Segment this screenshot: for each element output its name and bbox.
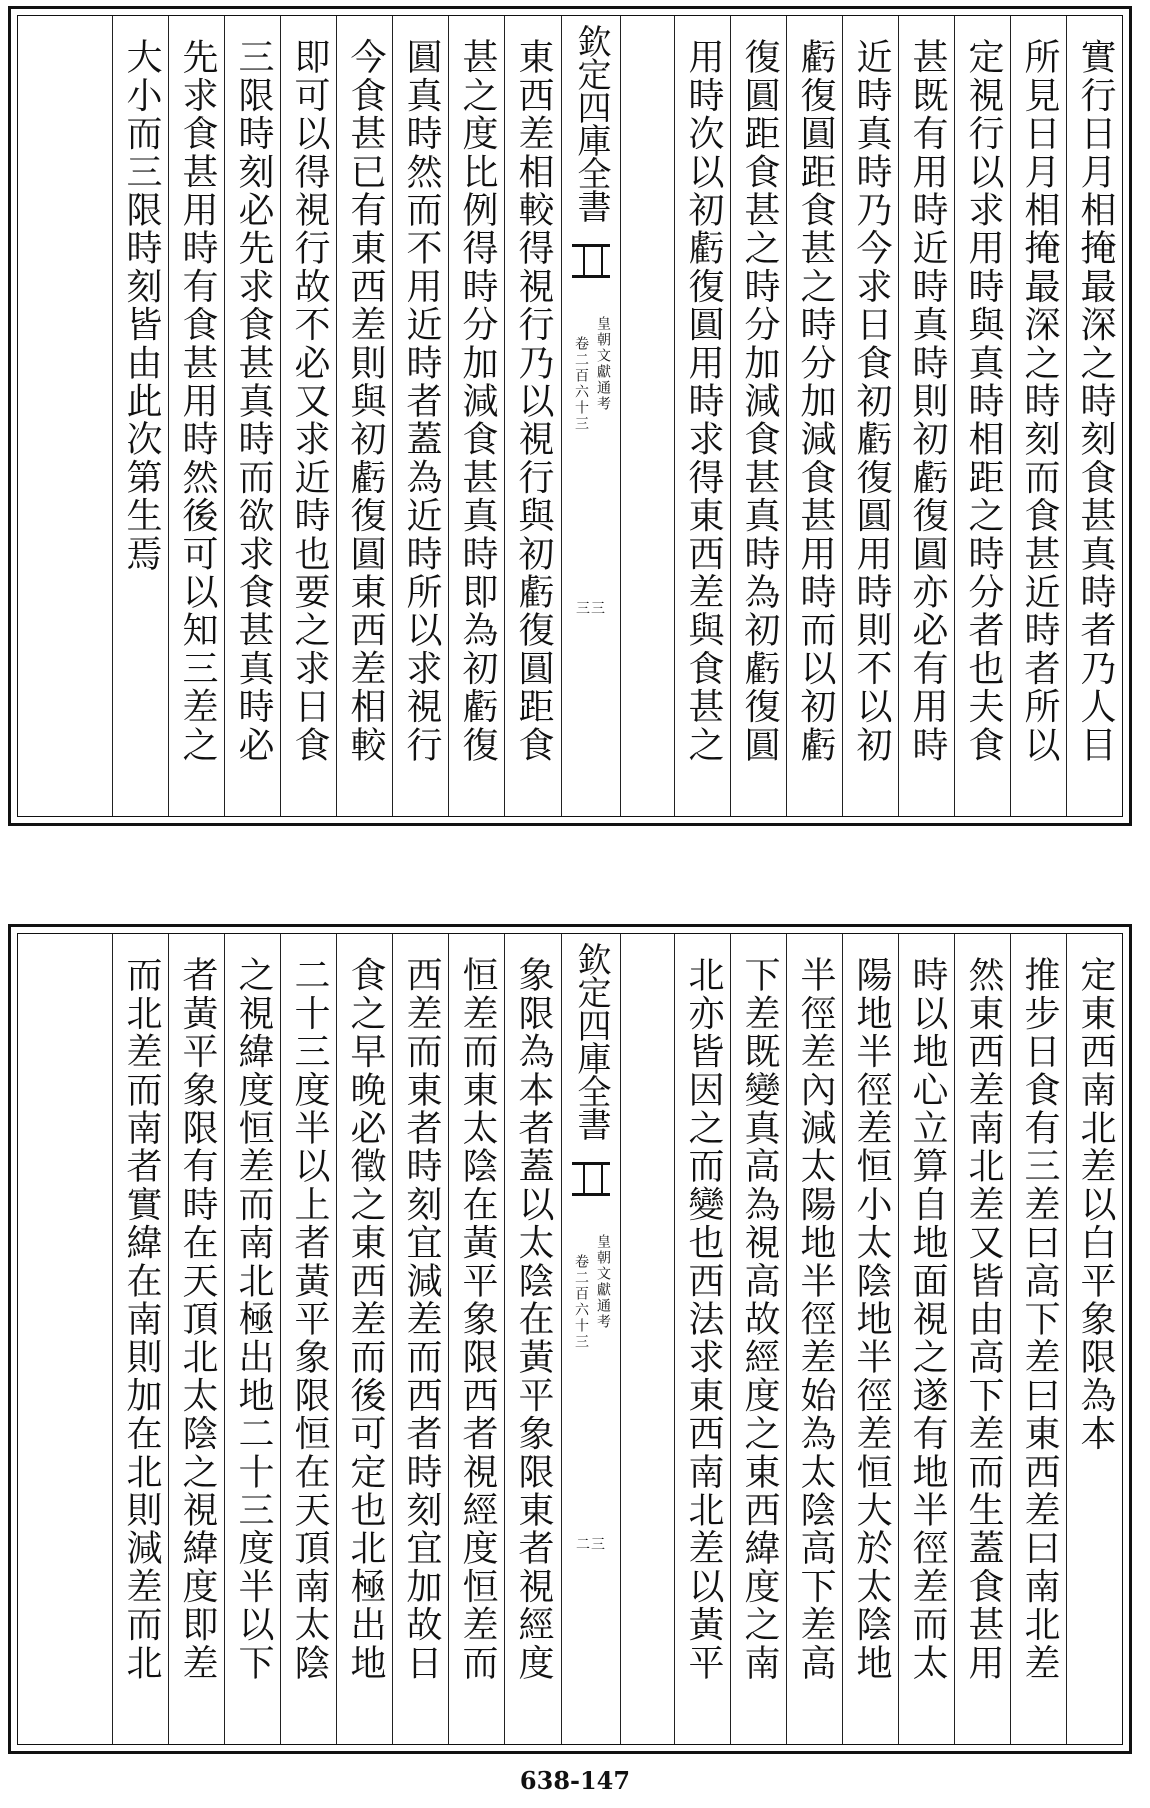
column-text: 虧復圓距食甚之時分加減食甚用時而以初虧	[795, 38, 836, 764]
text-column	[1066, 934, 1123, 1744]
text-column	[336, 934, 393, 1744]
column-text: 甚既有用時近時真時則初虧復圓亦必有用時	[907, 38, 948, 764]
column-text: 定視行以求用時與真時相距之時分者也夫食	[963, 38, 1004, 764]
column-text: 者黃平象限有時在天頂北太陰之視緯度即差	[177, 956, 218, 1682]
text-column	[730, 16, 787, 816]
column-text: 東西差相較得視行乃以視行與初虧復圓距食	[513, 38, 554, 764]
column-text: 二十三度半以上者黃平象限恒在天頂南太陰	[289, 956, 330, 1682]
column-text: 半徑差內減太陽地半徑差始為太陰高下差高	[795, 956, 836, 1682]
column-text: 即可以得視行故不必又求近時也要之求日食	[289, 38, 330, 764]
text-column	[392, 16, 449, 816]
text-column	[898, 934, 955, 1744]
column-text: 之視緯度恒差而南北極出地二十三度半以下	[233, 956, 274, 1682]
fish-tail-ornament	[572, 244, 610, 278]
column-text: 復圓距食甚之時分加減食甚真時為初虧復圓	[739, 38, 780, 764]
column-text: 今食甚已有東西差則與初虧復圓東西差相較	[345, 38, 386, 764]
gutter-title: 欽定四庫全書	[571, 942, 611, 1140]
column-text: 甚之度比例得時分加減食甚真時即為初虧復	[457, 38, 498, 764]
column-text: 然東西差南北差又皆由高下差而生蓋食甚用	[963, 956, 1004, 1682]
text-column	[898, 16, 955, 816]
page-footer-number: 638-147	[519, 1766, 631, 1795]
text-column	[504, 16, 561, 816]
page-gutter	[561, 934, 621, 1744]
column-text: 北亦皆因之而變也西法求東西南北差以黃平	[683, 956, 724, 1682]
column-text: 實行日月相掩最深之時刻食甚真時者乃人目	[1075, 38, 1116, 764]
column-text: 先求食甚用時有食甚用時然後可以知三差之	[177, 38, 218, 764]
column-text: 用時次以初虧復圓用時求得東西差與食甚之	[683, 38, 724, 764]
text-column	[1010, 16, 1067, 816]
column-text: 食之早晚必徵之東西差而後可定也北極出地	[345, 956, 386, 1682]
text-column	[786, 16, 843, 816]
fish-tail-ornament	[572, 1162, 610, 1196]
gutter-page-number: 三三	[576, 601, 606, 617]
column-text: 恒差而東太陰在黃平象限西者視經度恒差而	[457, 956, 498, 1682]
text-column	[224, 16, 281, 816]
text-column	[280, 934, 337, 1744]
column-text: 近時真時乃今求日食初虧復圓用時則不以初	[851, 38, 892, 764]
text-column	[730, 934, 787, 1744]
text-column	[1066, 16, 1123, 816]
gutter-book-title: 皇朝文獻通考	[595, 316, 611, 412]
text-column	[336, 16, 393, 816]
gutter-title: 欽定四庫全書	[571, 24, 611, 222]
text-column	[786, 934, 843, 1744]
text-column	[954, 16, 1011, 816]
column-text: 西差而東者時刻宜減差而西者時刻宜加故日	[401, 956, 442, 1682]
text-column	[168, 16, 225, 816]
column-text: 時以地心立算自地面視之遂有地半徑差而太	[907, 956, 948, 1682]
text-column	[842, 934, 899, 1744]
gutter-book-title: 皇朝文獻通考	[595, 1234, 611, 1330]
text-column	[448, 16, 505, 816]
text-column	[280, 16, 337, 816]
column-text: 下差既變真高為視高故經度之東西緯度之南	[739, 956, 780, 1682]
column-text: 三限時刻必先求食甚真時而欲求食甚真時必	[233, 38, 274, 764]
text-column	[954, 934, 1011, 1744]
gutter-page-number: 二三	[576, 1537, 606, 1553]
text-column	[392, 934, 449, 1744]
column-text: 大小而三限時刻皆由此次第生焉	[121, 38, 162, 573]
text-column	[674, 16, 731, 816]
page-gutter	[561, 16, 621, 816]
document-page-1	[8, 6, 1132, 826]
text-column	[112, 16, 169, 816]
text-column	[674, 934, 731, 1744]
text-column	[224, 934, 281, 1744]
column-text: 象限為本者蓋以太陰在黃平象限東者視經度	[513, 956, 554, 1682]
column-text: 推步日食有三差曰高下差曰東西差曰南北差	[1019, 956, 1060, 1682]
column-text: 定東西南北差以白平象限為本	[1075, 956, 1116, 1453]
text-column	[168, 934, 225, 1744]
text-column	[448, 934, 505, 1744]
gutter-volume: 卷二百六十三	[573, 1254, 589, 1350]
page-1-frame	[17, 15, 1123, 817]
page-2-frame	[17, 933, 1123, 1745]
text-column	[842, 16, 899, 816]
document-page-2	[8, 924, 1132, 1754]
gutter-volume: 卷二百六十三	[573, 336, 589, 432]
text-column	[1010, 934, 1067, 1744]
column-text: 圓真時然而不用近時者蓋為近時所以求視行	[401, 38, 442, 764]
column-text: 陽地半徑差恒小太陰地半徑差恒大於太陰地	[851, 956, 892, 1682]
text-column	[504, 934, 561, 1744]
column-text: 所見日月相掩最深之時刻而食甚近時者所以	[1019, 38, 1060, 764]
column-text: 而北差而南者實緯在南則加在北則減差而北	[121, 956, 162, 1682]
text-column	[112, 934, 169, 1744]
